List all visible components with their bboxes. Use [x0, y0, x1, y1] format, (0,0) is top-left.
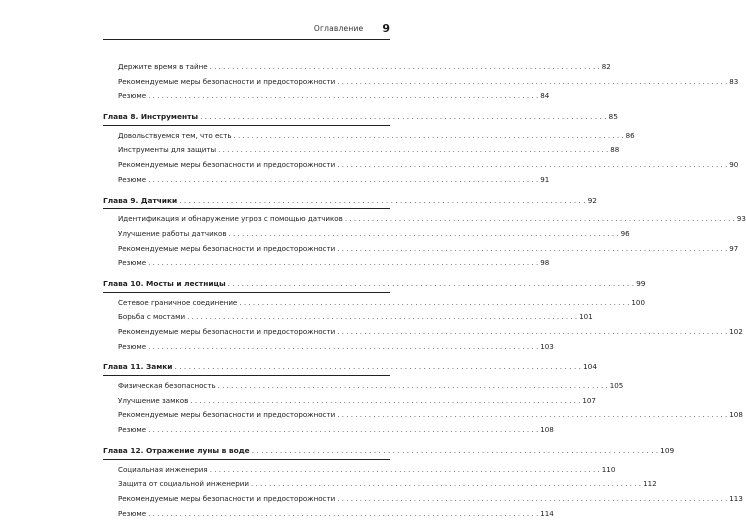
- toc-entry[interactable]: [103, 492, 743, 507]
- dot-leader: [175, 360, 581, 375]
- toc-entry[interactable]: [103, 340, 554, 355]
- toc-entry[interactable]: [103, 310, 593, 325]
- chapter-page: 109: [660, 445, 675, 455]
- toc-entry[interactable]: [103, 256, 550, 271]
- toc-entry-title: Резюме: [118, 425, 147, 435]
- toc-entry-title: Инструменты для защиты: [118, 145, 217, 155]
- toc-entry[interactable]: [103, 394, 596, 409]
- running-header: [103, 18, 390, 40]
- toc-entry-page: 96: [620, 228, 630, 238]
- toc-entry-page: 91: [540, 174, 550, 184]
- toc-entry-page: 113: [729, 493, 743, 503]
- chapter-title: Глава 12. Отражение луны в воде: [103, 445, 250, 455]
- toc-entry-page: 83: [729, 76, 739, 86]
- dot-leader: [337, 492, 727, 507]
- chapter-page: 85: [608, 112, 618, 122]
- toc-entry-title: Довольствуемся тем, что есть: [118, 130, 232, 140]
- toc-entry-title: Резюме: [118, 508, 147, 518]
- toc-entry-title: Резюме: [118, 341, 147, 351]
- toc-entry-title: Резюме: [118, 174, 147, 184]
- toc-entry-title: Физическая безопасность: [118, 381, 216, 391]
- dot-leader: [234, 129, 624, 144]
- chapter-title: Глава 8. Инструменты: [103, 112, 199, 122]
- dot-leader: [251, 477, 641, 492]
- toc-entry[interactable]: [103, 89, 550, 104]
- chapter-page: 92: [587, 195, 598, 205]
- toc-entry[interactable]: [103, 158, 739, 173]
- toc-entry[interactable]: [103, 507, 554, 521]
- toc-entry-page: 82: [601, 62, 611, 71]
- chapter-title: Глава 11. Замки: [103, 362, 173, 372]
- dot-leader: [228, 277, 634, 292]
- toc-entry-title: Защита от социальной инженерии: [118, 479, 249, 489]
- toc-chapter-8[interactable]: [103, 110, 618, 125]
- chapter-title: Глава 9. Датчики: [103, 195, 178, 205]
- toc-entry-title: Улучшение работы датчиков: [118, 228, 227, 238]
- toc-entry-page: 98: [540, 258, 550, 268]
- toc-entry-page: 93: [736, 214, 746, 224]
- toc-entry-page: 103: [540, 341, 554, 351]
- dot-leader: [239, 296, 629, 311]
- toc-entry[interactable]: [103, 408, 743, 423]
- toc-entry-page: 100: [631, 297, 645, 307]
- chapter-page: 104: [582, 362, 598, 372]
- dot-leader: [337, 242, 727, 257]
- toc-entry-page: 97: [729, 243, 739, 253]
- toc-entry[interactable]: [103, 75, 739, 90]
- toc-entry[interactable]: [103, 325, 743, 340]
- dot-leader: [187, 310, 577, 325]
- toc-entry-page: 101: [579, 312, 593, 322]
- dot-leader: [148, 256, 538, 271]
- toc-entry-page: 88: [610, 145, 620, 155]
- dot-leader: [337, 158, 727, 173]
- dot-leader: [148, 89, 538, 104]
- chapter-page: 99: [636, 278, 646, 288]
- dot-leader: [218, 143, 608, 158]
- dot-leader: [252, 444, 658, 459]
- toc-entry-page: 107: [582, 395, 596, 405]
- dot-leader: [337, 408, 727, 423]
- toc-entry[interactable]: [103, 379, 624, 394]
- toc-chapter-10[interactable]: [103, 277, 646, 292]
- dot-leader: [148, 423, 538, 438]
- toc-chapter-9[interactable]: [103, 194, 598, 209]
- dot-leader: [148, 340, 538, 355]
- toc-entry[interactable]: [103, 227, 630, 242]
- toc-entry-page: 108: [729, 410, 743, 420]
- toc-entry[interactable]: [103, 477, 657, 492]
- toc-entry-title: Идентификация и обнаружение угроз с помощью датчиков: [118, 214, 343, 224]
- toc-entry[interactable]: [103, 129, 635, 144]
- chapter-title: Глава 10. Мосты и лестницы: [103, 278, 226, 288]
- toc-entry-page: 108: [540, 425, 554, 435]
- page-number: 9: [382, 22, 390, 35]
- toc-entry-page: 110: [601, 464, 616, 474]
- toc-entry-title: Рекомендуемые меры безопасности и предосторожности: [118, 327, 336, 336]
- toc-entry-title: Рекомендуемые меры безопасности и предосторожности: [118, 410, 336, 420]
- toc-entry[interactable]: [103, 173, 550, 188]
- toc-entry-page: 84: [540, 91, 550, 101]
- toc-entry-title: Держите время в тайне: [118, 62, 208, 71]
- toc-entry-title: Борьба с мостами: [118, 312, 186, 322]
- chapter-divider: [103, 125, 390, 126]
- toc-entry-title: Рекомендуемые меры безопасности и предосторожности: [118, 160, 336, 170]
- toc-entry-title: Рекомендуемые меры безопасности и предосторожности: [118, 76, 336, 86]
- toc-entry-title: Рекомендуемые меры безопасности и предосторожности: [118, 493, 336, 503]
- toc-entry-page: 86: [625, 130, 635, 140]
- table-of-contents: [103, 60, 746, 521]
- chapter-divider: [103, 292, 390, 293]
- toc-entry[interactable]: [103, 212, 746, 227]
- toc-chapter-12[interactable]: [103, 444, 675, 459]
- running-header-title: Оглавление: [313, 24, 364, 33]
- toc-entry-page: 112: [643, 479, 657, 489]
- toc-entry-title: Улучшение замков: [118, 395, 189, 405]
- toc-entry[interactable]: [103, 143, 620, 158]
- dot-leader: [337, 325, 727, 340]
- toc-chapter-11[interactable]: [103, 360, 598, 375]
- toc-entry-page: 105: [609, 381, 624, 391]
- dot-leader: [179, 194, 585, 209]
- chapter-divider: [103, 459, 390, 460]
- dot-leader: [210, 60, 600, 75]
- toc-entry-page: 102: [729, 327, 743, 336]
- toc-entry[interactable]: [103, 242, 739, 257]
- dot-leader: [229, 227, 619, 242]
- dot-leader: [200, 110, 606, 125]
- toc-entry-page: 90: [729, 160, 739, 170]
- toc-entry-title: Резюме: [118, 91, 147, 101]
- chapter-divider: [103, 375, 390, 376]
- toc-entry-title: Рекомендуемые меры безопасности и предосторожности: [118, 243, 336, 253]
- toc-entry-title: Сетевое граничное соединение: [118, 297, 238, 307]
- toc-entry[interactable]: [103, 423, 554, 438]
- dot-leader: [337, 75, 727, 90]
- dot-leader: [210, 463, 600, 478]
- toc-entry-title: Резюме: [118, 258, 147, 268]
- toc-entry[interactable]: [103, 296, 645, 311]
- toc-entry[interactable]: [103, 463, 616, 478]
- toc-entry[interactable]: [103, 60, 611, 75]
- toc-entry-title: Социальная инженерия: [118, 464, 208, 474]
- dot-leader: [218, 379, 608, 394]
- dot-leader: [148, 507, 538, 521]
- dot-leader: [190, 394, 580, 409]
- toc-entry-page: 114: [540, 508, 554, 518]
- chapter-divider: [103, 208, 390, 209]
- dot-leader: [148, 173, 538, 188]
- dot-leader: [345, 212, 735, 227]
